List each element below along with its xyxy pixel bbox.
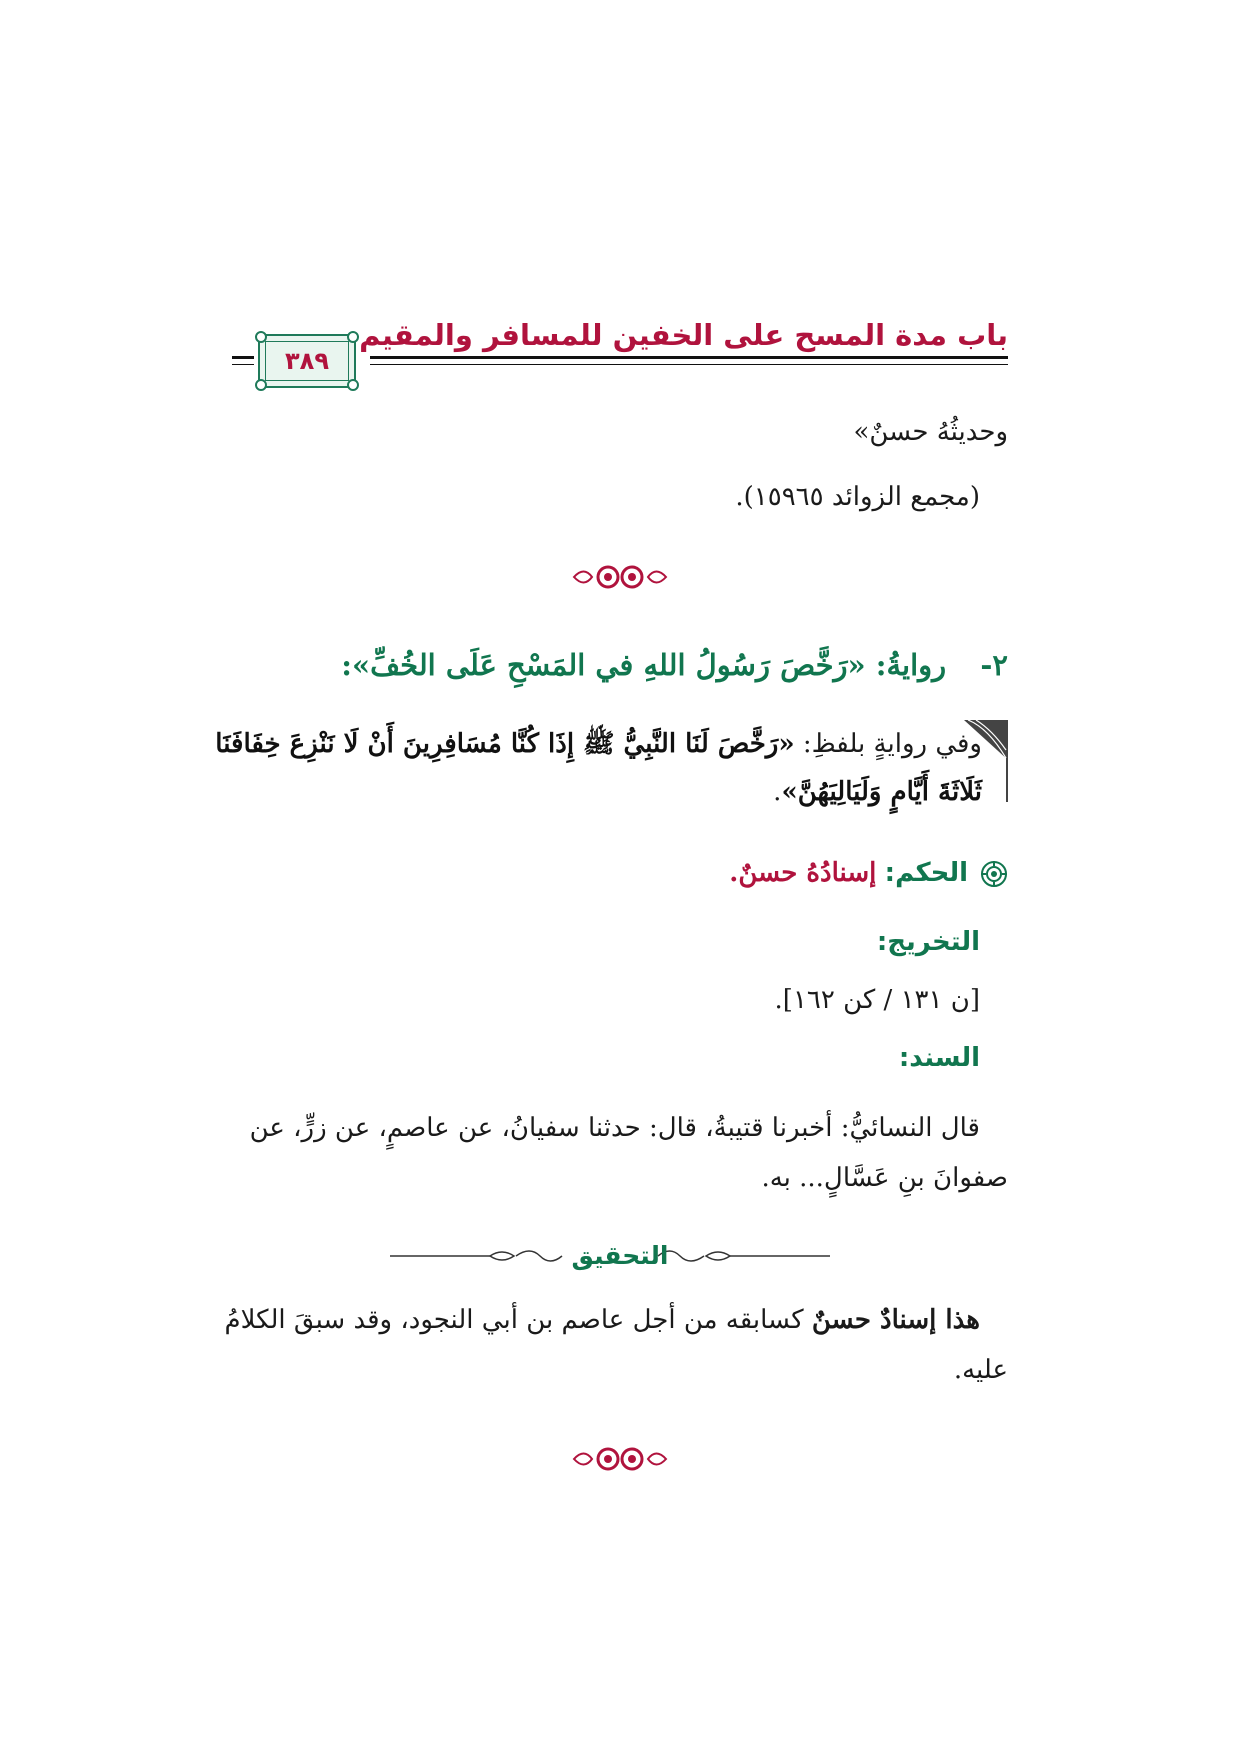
badge-corner-ornament xyxy=(255,379,267,391)
variant-end: . xyxy=(773,777,782,807)
takhrij-references: [ن ١٣١ / كن ١٦٢]. xyxy=(774,985,980,1015)
section-number: ٢- xyxy=(980,648,1008,682)
sanad-line-2: صفوانَ بنِ عَسَّالٍ... به. xyxy=(761,1163,1008,1193)
ruling-rosette-icon xyxy=(980,860,1008,888)
chapter-title: باب مدة المسح على الخفين للمسافر والمقيم xyxy=(359,318,1008,352)
tahqiq-line-1-rest: كسابقه من أجل عاصم بن أبي النجود، وقد سبقَ الكلامُ xyxy=(224,1305,812,1335)
header-rule-left-bottom xyxy=(232,364,254,365)
badge-corner-ornament xyxy=(347,331,359,343)
ruling-label: الحكم: xyxy=(884,858,968,888)
badge-corner-ornament xyxy=(255,331,267,343)
section-title: روايةُ: «رَخَّصَ رَسُولُ اللهِ في المَسْحِ عَلَى الخُفِّ»: xyxy=(341,648,947,682)
sanad-line-1: قال النسائيُّ: أخبرنا قتيبةُ، قال: حدثنا سفيانُ، عن عاصمٍ، عن زرٍّ، عن xyxy=(249,1113,980,1143)
tahqiq-heading: التحقيق xyxy=(571,1241,669,1270)
header-rule-bottom xyxy=(370,364,1008,365)
variant-intro: وفي روايةٍ بلفظِ: xyxy=(794,729,982,759)
takhrij-heading: التخريج: xyxy=(876,927,980,957)
section-divider-ornament-icon xyxy=(570,562,670,592)
ruling xyxy=(729,858,968,888)
section-divider-ornament-icon xyxy=(570,1444,670,1474)
variant-hadith-text: «رَخَّصَ لَنَا النَّبِيُّ ﷺ إِذَا كُنَّا مُسَافِرِينَ أَنْ لَا نَنْزِعَ خِفَافَنَا xyxy=(215,729,795,759)
tahqiq-bold-lead: هذا إسنادٌ حسنٌ xyxy=(811,1305,980,1335)
page-number: ٣٨٩ xyxy=(285,347,329,375)
variant-line-1 xyxy=(215,724,982,764)
continuation-line-1: وحديثُهُ حسنٌ» xyxy=(853,417,1008,447)
section-heading xyxy=(341,648,1008,682)
page-number-badge xyxy=(258,334,356,388)
source-reference: (مجمع الزوائد ١٥٩٦٥). xyxy=(735,482,980,512)
header-rule-top xyxy=(370,356,1008,359)
sanad-heading: السند: xyxy=(898,1043,980,1073)
variant-line-2 xyxy=(773,772,982,812)
tahqiq-line-2: عليه. xyxy=(953,1355,1008,1385)
badge-corner-ornament xyxy=(347,379,359,391)
header-rule-left-top xyxy=(232,356,254,359)
variant-hadith-text-continued: ثَلَاثَةَ أَيَّامٍ وَلَيَالِيَهُنَّ» xyxy=(781,777,982,807)
tahqiq-line-1 xyxy=(225,1300,981,1340)
ruling-value: إسنادُهُ حسنٌ. xyxy=(729,858,877,888)
